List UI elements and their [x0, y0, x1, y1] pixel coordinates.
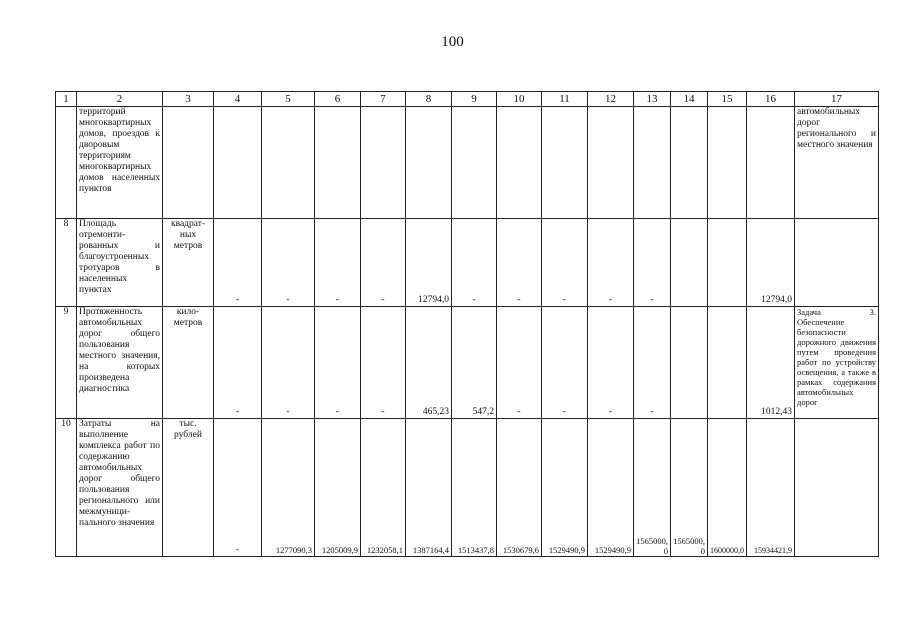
table-row [56, 307, 879, 419]
value-cell [588, 107, 634, 219]
unit-cell [163, 107, 214, 219]
unit-cell: кило-метров [163, 307, 214, 419]
value-cell: 1232058,1 [361, 419, 406, 557]
value-cell: - [452, 219, 497, 307]
value-cell: - [588, 219, 634, 307]
value-cell [634, 107, 671, 219]
header-cell: 5 [262, 92, 315, 107]
indicator-name: территорий многоквартирных домов, проездов к дворовым территориям многоквартирных домов населенных пунктов [77, 107, 163, 219]
value-cell [361, 107, 406, 219]
value-cell [497, 107, 542, 219]
value-cell: 1565000,0 [671, 419, 708, 557]
row-number: 8 [56, 219, 77, 307]
row-number: 9 [56, 307, 77, 419]
value-cell: - [214, 219, 262, 307]
header-cell: 17 [795, 92, 879, 107]
task-cell: Задача 3. Обеспечение безопасности дорожного движения путем проведения работ по устройству освещения, а также в рамках содержания автомобильных дорог [795, 307, 879, 419]
value-cell: 1205009,9 [315, 419, 361, 557]
value-cell: - [262, 307, 315, 419]
value-cell: - [315, 307, 361, 419]
value-cell [708, 107, 747, 219]
value-cell: 465,23 [406, 307, 452, 419]
value-cell: - [588, 307, 634, 419]
value-cell [542, 107, 588, 219]
row-number [56, 107, 77, 219]
row-number: 10 [56, 419, 77, 557]
value-cell: - [315, 219, 361, 307]
header-cell: 11 [542, 92, 588, 107]
value-cell: 1529490,9 [588, 419, 634, 557]
value-cell [262, 107, 315, 219]
value-cell [708, 307, 747, 419]
value-cell: - [542, 219, 588, 307]
value-cell: 12794,0 [406, 219, 452, 307]
header-cell: 6 [315, 92, 361, 107]
indicator-name: Затраты на выполнение комплекса работ по содержанию автомобильных дорог общего пользования регионального или межмуници-пального значения [77, 419, 163, 557]
header-cell: 2 [77, 92, 163, 107]
value-cell: - [542, 307, 588, 419]
value-cell: 547,2 [452, 307, 497, 419]
header-cell: 14 [671, 92, 708, 107]
header-cell: 9 [452, 92, 497, 107]
task-cell [795, 419, 879, 557]
value-cell: - [497, 307, 542, 419]
table-row [56, 107, 879, 219]
value-cell: 1530679,6 [497, 419, 542, 557]
header-cell: 13 [634, 92, 671, 107]
value-cell [315, 107, 361, 219]
header-row [56, 92, 879, 107]
unit-cell: квадрат-ных метров [163, 219, 214, 307]
value-cell: - [634, 307, 671, 419]
value-cell: - [634, 219, 671, 307]
task-cell [795, 219, 879, 307]
value-cell [671, 107, 708, 219]
value-cell: 1387164,4 [406, 419, 452, 557]
value-cell [708, 219, 747, 307]
value-cell: - [361, 307, 406, 419]
task-cell: автомобильных дорог регионального и местного значения [795, 107, 879, 219]
value-cell: - [262, 219, 315, 307]
value-cell: - [361, 219, 406, 307]
header-cell: 1 [56, 92, 77, 107]
indicator-name: Протяженность автомобильных дорог общего пользования местного значения, на которых произведена диагностика [77, 307, 163, 419]
value-cell [214, 107, 262, 219]
value-cell [406, 107, 452, 219]
value-cell: 1600000,0 [708, 419, 747, 557]
total-cell: 15934421,9 [747, 419, 795, 557]
header-cell: 10 [497, 92, 542, 107]
value-cell [671, 219, 708, 307]
value-cell: 1277090,3 [262, 419, 315, 557]
total-cell [747, 107, 795, 219]
page-number: 100 [441, 34, 464, 50]
table-row [56, 419, 879, 557]
value-cell: 1513437,8 [452, 419, 497, 557]
indicators-table [55, 91, 879, 557]
value-cell: - [214, 307, 262, 419]
value-cell: 1565000,0 [634, 419, 671, 557]
value-cell: 1529490,9 [542, 419, 588, 557]
header-cell: 12 [588, 92, 634, 107]
header-cell: 3 [163, 92, 214, 107]
indicator-name: Площадь отремонти-рованных и благоустроенных тротуаров в населенных пунктах [77, 219, 163, 307]
value-cell [671, 307, 708, 419]
value-cell [452, 107, 497, 219]
header-cell: 4 [214, 92, 262, 107]
value-cell: - [497, 219, 542, 307]
unit-cell: тыс. рублей [163, 419, 214, 557]
header-cell: 8 [406, 92, 452, 107]
header-cell: 7 [361, 92, 406, 107]
header-cell: 16 [747, 92, 795, 107]
table-row [56, 219, 879, 307]
total-cell: 1012,43 [747, 307, 795, 419]
total-cell: 12794,0 [747, 219, 795, 307]
header-cell: 15 [708, 92, 747, 107]
value-cell: - [214, 419, 262, 557]
